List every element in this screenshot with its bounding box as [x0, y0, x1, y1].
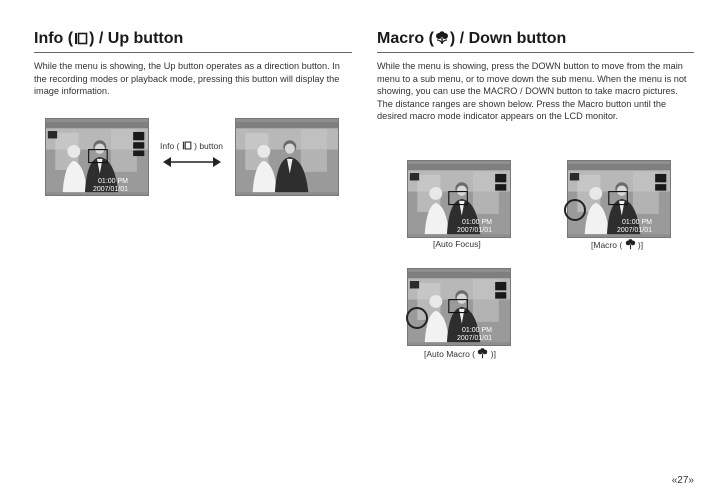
lcd-time: 01:00 PM [462, 327, 492, 334]
lcd-screen-macro [567, 160, 671, 238]
info-description [34, 60, 354, 98]
heading-text-pre: Info ( [34, 30, 74, 47]
macro-description-text-2: The distance ranges are shown below. Press the Macro button until the desired macro mode indicator appears on the LCD monitor. [377, 98, 667, 121]
lcd-screen-auto-focus [407, 160, 511, 238]
macro-indicator-highlight [564, 199, 586, 221]
info-display-icon [182, 141, 192, 152]
heading-text-post: ) / Up button [89, 30, 184, 47]
caption-macro-pre: [Macro ( [591, 240, 623, 250]
auto-macro-flower-icon [477, 348, 488, 361]
caption-auto-macro-pre: [Auto Macro ( [424, 349, 476, 359]
info-description-text: While the menu is showing, the Up button operates as a direction button. In the recording modes or playback mode, pressing this button will display the image information. [34, 61, 340, 96]
caption-macro [591, 239, 643, 252]
right-heading-rule [377, 52, 694, 53]
caption-auto-macro-post: )] [490, 349, 496, 359]
macro-flower-icon [435, 31, 449, 50]
lcd-date: 2007/01/01 [456, 335, 492, 342]
arrow-label-pre: Info ( [160, 141, 180, 151]
macro-down-heading [377, 30, 566, 50]
lcd-screen-info-off [235, 118, 339, 196]
heading-text-pre: Macro ( [377, 30, 434, 47]
caption-auto-focus: [Auto Focus] [433, 239, 481, 249]
info-up-heading [34, 30, 183, 50]
lcd-time: 01:00 PM [622, 219, 652, 226]
lcd-datetime [93, 178, 128, 194]
lcd-scene [236, 119, 338, 195]
left-heading-rule [34, 52, 352, 53]
macro-description [377, 60, 695, 123]
macro-description-text-1: While the menu is showing, press the DOWN button to move from the main menu to a sub menu, or to move down the sub menu. When the menu is not showing, you can use the MACRO / DOWN button to take macro pictures. [377, 61, 687, 96]
lcd-time: 01:00 PM [98, 178, 128, 185]
info-display-icon [74, 32, 88, 50]
lcd-screen-info-on [45, 118, 149, 196]
heading-text-post: ) / Down button [449, 30, 567, 47]
caption-auto-macro [424, 348, 496, 361]
auto-macro-indicator-highlight [406, 307, 428, 329]
lcd-time: 01:00 PM [462, 219, 492, 226]
lcd-datetime [457, 327, 492, 343]
lcd-date: 2007/01/01 [456, 227, 492, 234]
caption-macro-post: )] [637, 240, 644, 250]
lcd-datetime [617, 219, 652, 235]
arrow-label-post: ) button [194, 141, 223, 151]
page-number: «27» [671, 475, 694, 486]
lcd-datetime [457, 219, 492, 235]
lcd-date: 2007/01/01 [92, 186, 128, 193]
info-button-arrow-label [160, 141, 223, 152]
bidirectional-arrow-icon [162, 155, 222, 169]
lcd-date: 2007/01/01 [616, 227, 652, 234]
lcd-screen-auto-macro [407, 268, 511, 346]
macro-flower-icon [625, 239, 636, 252]
